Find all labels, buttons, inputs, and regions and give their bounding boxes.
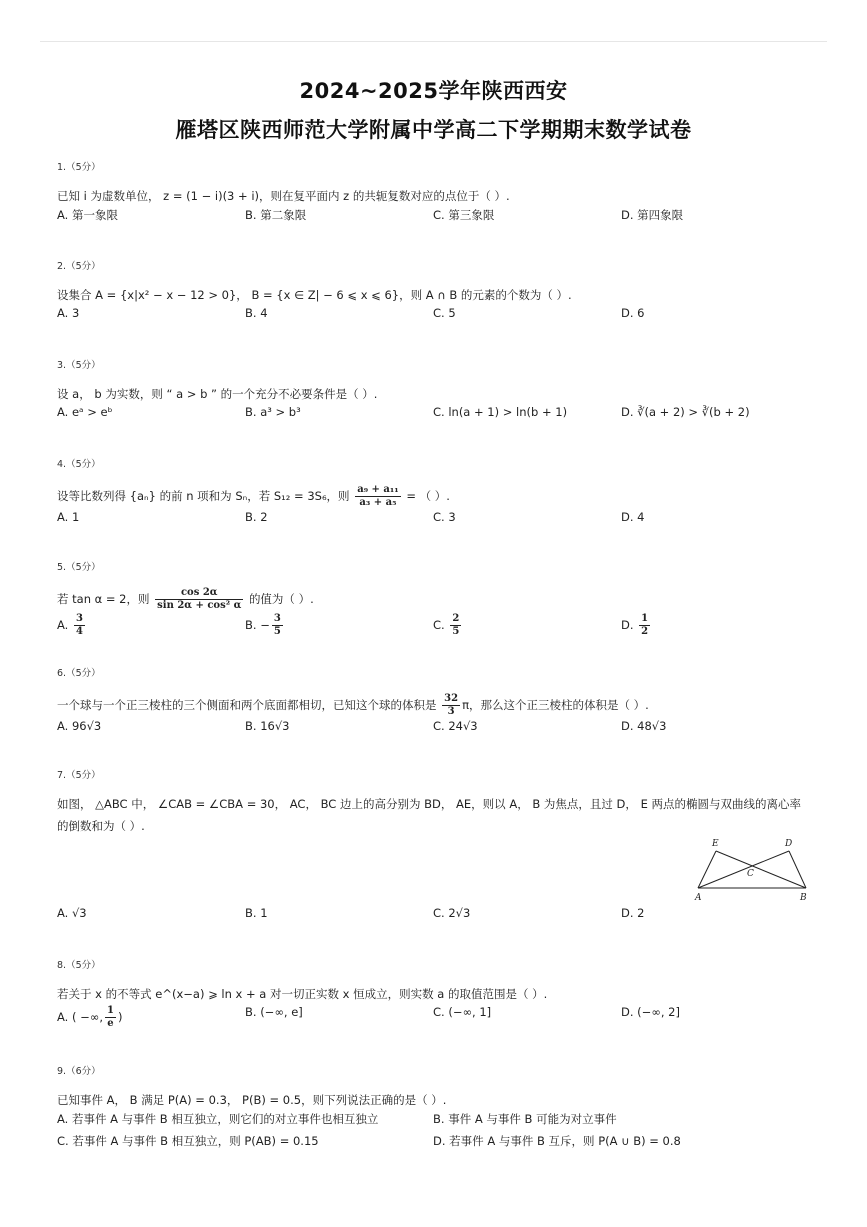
numerator: 32: [444, 693, 459, 704]
option-a[interactable]: A. eᵃ > eᵇ: [57, 405, 113, 419]
denominator: 2: [641, 626, 649, 637]
option-c[interactable]: C. ln(a + 1) > ln(b + 1): [433, 405, 568, 419]
stem-text: = （ ）.: [406, 489, 450, 503]
option-a[interactable]: [57, 613, 87, 638]
option-b[interactable]: B. 4: [245, 306, 268, 320]
option-d[interactable]: D. 4: [621, 510, 645, 524]
options-row: [57, 1005, 817, 1035]
fraction: [450, 613, 461, 638]
question-head: 6.（5分）: [57, 668, 101, 679]
question-head: 1.（5分）: [57, 162, 101, 173]
denominator: 4: [75, 626, 83, 637]
question-head: 5.（5分）: [57, 562, 101, 573]
option-label: D.: [621, 618, 634, 632]
numerator: 3: [75, 613, 83, 624]
option-sign: −: [260, 618, 270, 632]
numerator: 1: [107, 1005, 114, 1016]
option-a[interactable]: A. 第一象限: [57, 208, 118, 222]
option-c[interactable]: C. (−∞, 1]: [433, 1005, 492, 1019]
options-row: [57, 613, 817, 643]
fraction: [105, 1005, 116, 1030]
question-stem: [57, 585, 817, 613]
option-a[interactable]: A. 1: [57, 510, 80, 524]
line-ad: [698, 851, 789, 888]
question-stem: [57, 482, 817, 510]
options-row: [57, 906, 817, 928]
fraction: [272, 613, 283, 638]
options-row: [57, 405, 817, 427]
exam-title-line2: 雁塔区陕西师范大学附属中学高二下学期期末数学试卷: [175, 118, 692, 142]
option-c[interactable]: C. 第三象限: [433, 208, 495, 222]
stem-text: π，那么这个正三棱柱的体积是（ ）.: [462, 698, 649, 712]
option-d[interactable]: D. ∛(a + 2) > ∛(b + 2): [621, 405, 750, 419]
question-stem: [57, 691, 817, 719]
option-b[interactable]: B. a³ > b³: [245, 405, 301, 419]
options-row: [57, 719, 817, 741]
question-4: [57, 456, 817, 532]
denominator: e: [107, 1018, 114, 1029]
question-7-options: [57, 906, 817, 928]
label-c: C: [747, 869, 754, 879]
option-b[interactable]: [245, 613, 285, 638]
question-head: 7.（5分）: [57, 770, 101, 781]
question-stem: 设 a， b 为实数，则 “ a > b ” 的一个充分不必要条件是（ ）.: [57, 387, 378, 401]
numerator: 1: [641, 613, 649, 624]
question-2: [57, 258, 817, 328]
option-a[interactable]: A. 96√3: [57, 719, 102, 733]
line-ae-side: [698, 851, 716, 888]
option-c[interactable]: C. 2√3: [433, 906, 471, 920]
option-d[interactable]: D. 第四象限: [621, 208, 684, 222]
label-a: A: [695, 893, 702, 903]
option-b[interactable]: B. 事件 A 与事件 B 可能为对立事件: [433, 1112, 617, 1126]
stem-text: 设等比数列得 {aₙ} 的前 n 项和为 Sₙ，若 S₁₂ = 3S₆，则: [57, 489, 350, 503]
question-stem: 已知事件 A， B 满足 P(A) = 0.3， P(B) = 0.5，则下列说法正确的是（ ）.: [57, 1093, 447, 1107]
numerator: 2: [452, 613, 460, 624]
question-stem: 设集合 A = {x|x² − x − 12 > 0}， B = {x ∈ Z| − 6 ⩽ x ⩽ 6}，则 A ∩ B 的元素的个数为（ ）.: [57, 288, 572, 302]
option-d[interactable]: D. (−∞, 2]: [621, 1005, 680, 1019]
triangle-figure: [693, 832, 813, 904]
option-d[interactable]: D. 48√3: [621, 719, 667, 733]
option-b[interactable]: B. (−∞, e]: [245, 1005, 303, 1019]
denominator: sin 2α + cos² α: [157, 600, 242, 611]
denominator: 3: [447, 706, 455, 717]
option-label: A.: [57, 618, 69, 632]
stem-text: 一个球与一个正三棱柱的三个侧面和两个底面都相切，已知这个球的体积是: [57, 698, 437, 712]
option-b[interactable]: B. 2: [245, 510, 268, 524]
question-8: [57, 957, 817, 1035]
numerator: a₉ + a₁₁: [357, 484, 399, 495]
question-stem: 如图， △ABC 中， ∠CAB = ∠CBA = 30， AC， BC 边上的高分别为 BD， AE，则以 A， B 为焦点，且过 D， E 两点的椭圆与双曲线的离心率的倒数和为（ ）.: [57, 797, 801, 833]
option-d[interactable]: [621, 613, 652, 638]
option-a[interactable]: A. 3: [57, 306, 80, 320]
question-stem: 已知 i 为虚数单位， z = (1 − i)(3 + i)，则在复平面内 z 的共轭复数对应的点位于（ ）.: [57, 189, 510, 203]
option-text: ): [117, 1010, 123, 1024]
numerator: cos 2α: [155, 587, 243, 600]
question-head: 4.（5分）: [57, 459, 101, 470]
stem-text: 若 tan α = 2，则: [57, 592, 150, 606]
question-6: [57, 665, 817, 741]
option-label: C.: [433, 618, 445, 632]
option-b[interactable]: B. 1: [245, 906, 268, 920]
stem-text: 的值为（ ）.: [248, 592, 314, 606]
option-c[interactable]: C. 5: [433, 306, 456, 320]
option-a[interactable]: A. 若事件 A 与事件 B 相互独立，则它们的对立事件也相互独立: [57, 1112, 379, 1126]
question-head: 8.（5分）: [57, 960, 101, 971]
options-row: [57, 207, 817, 229]
fraction: [355, 484, 400, 509]
question-3: [57, 357, 817, 427]
option-c[interactable]: [433, 613, 463, 638]
question-head: 3.（5分）: [57, 360, 101, 371]
option-c[interactable]: C. 若事件 A 与事件 B 相互独立，则 P(AB) = 0.15: [57, 1134, 319, 1148]
option-d[interactable]: D. 若事件 A 与事件 B 互斥，则 P(A ∪ B) = 0.8: [433, 1134, 681, 1148]
option-b[interactable]: B. 16√3: [245, 719, 290, 733]
numerator: 3: [273, 613, 281, 624]
option-a[interactable]: A. √3: [57, 906, 87, 920]
label-e: E: [712, 839, 719, 849]
fraction: [74, 613, 85, 638]
option-a[interactable]: [57, 1005, 122, 1030]
option-text: A. ( −∞,: [57, 1010, 103, 1024]
option-d[interactable]: D. 2: [621, 906, 645, 920]
label-b: B: [800, 893, 807, 903]
line-eb: [716, 851, 806, 888]
denominator: 5: [273, 626, 281, 637]
fraction: [155, 587, 243, 612]
option-d[interactable]: D. 6: [621, 306, 645, 320]
question-head: 2.（5分）: [57, 261, 101, 272]
options-row: [57, 1111, 817, 1133]
question-1: [57, 159, 817, 229]
fraction: [639, 613, 650, 638]
options-row: [57, 1133, 817, 1155]
option-c[interactable]: C. 3: [433, 510, 456, 524]
denominator: 5: [452, 626, 460, 637]
question-head: 9.（6分）: [57, 1066, 101, 1077]
options-row: [57, 306, 817, 328]
question-9: [57, 1063, 817, 1155]
exam-title-line1: 2024~2025学年陕西西安: [299, 79, 568, 103]
options-row: [57, 510, 817, 532]
option-b[interactable]: B. 第二象限: [245, 208, 307, 222]
question-7: [57, 767, 817, 837]
fraction: [442, 693, 460, 718]
denominator: a₃ + a₅: [359, 497, 397, 508]
option-label: B.: [245, 618, 257, 632]
top-divider: [40, 41, 827, 42]
question-stem: 若关于 x 的不等式 e^(x−a) ⩾ ln x + a 对一切正实数 x 恒成立，则实数 a 的取值范围是（ ）.: [57, 987, 548, 1001]
label-d: D: [785, 839, 793, 849]
question-5: [57, 559, 817, 643]
option-c[interactable]: C. 24√3: [433, 719, 478, 733]
